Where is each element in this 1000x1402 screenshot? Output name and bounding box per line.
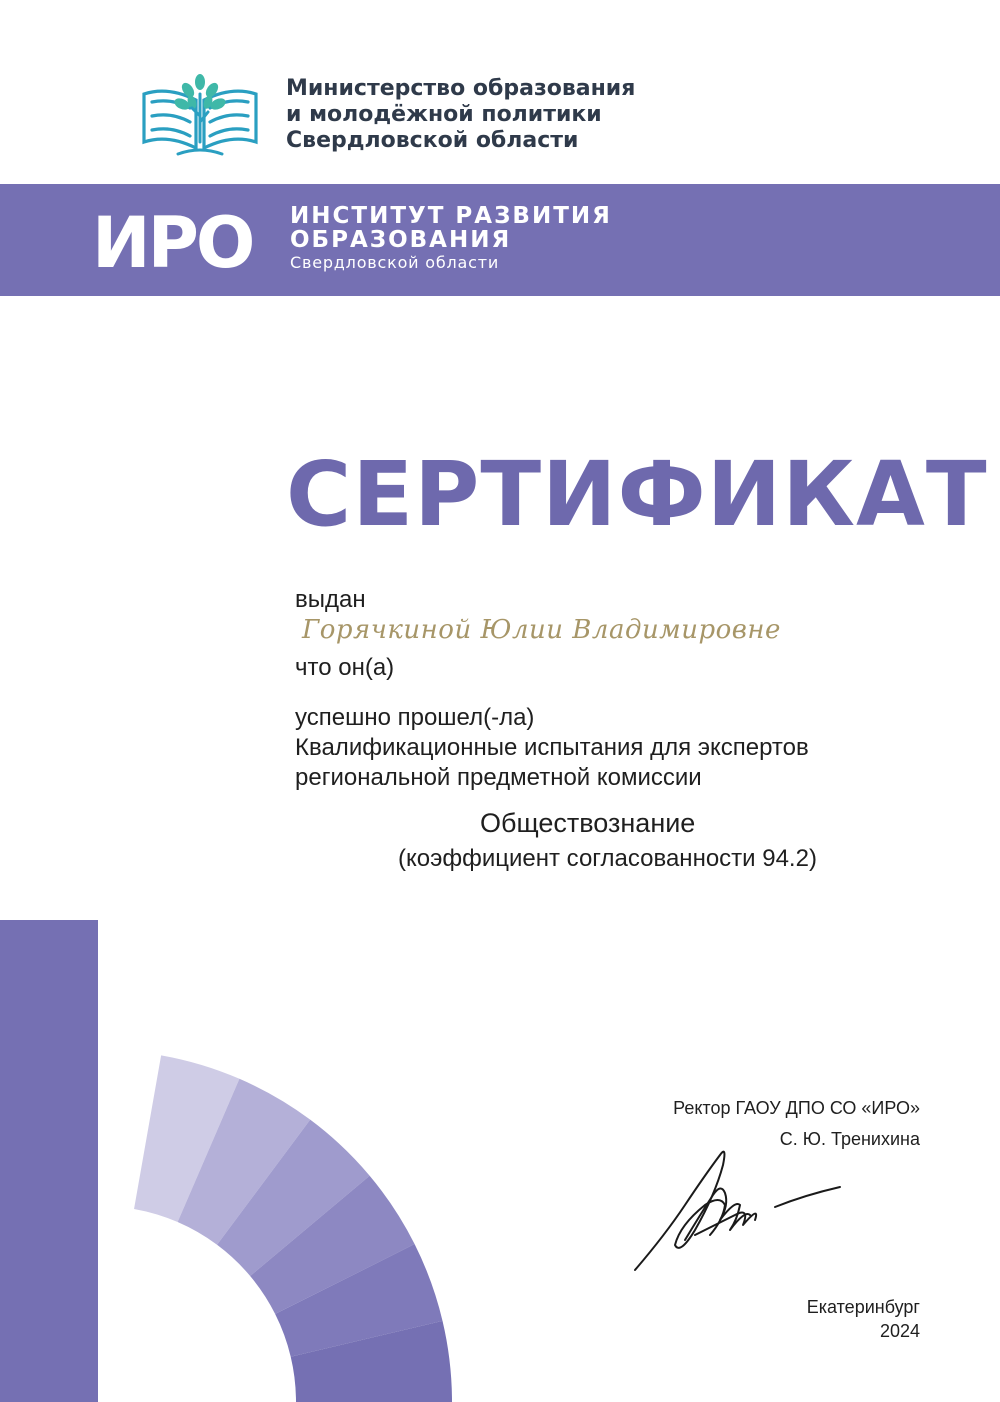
year: 2024 [879,1321,920,1341]
city: Екатеринбург [806,1297,920,1317]
result-line: Квалификационные испытания для экспертов [295,734,809,761]
subject-name: Обществознание [480,808,696,838]
ministry-name-line: Министерство образования [286,76,636,101]
result-text [295,703,809,793]
ministry-name [286,76,635,154]
ministry-name-line: Свердловской области [286,128,579,153]
decorative-ring-bar [0,920,98,1402]
institute-name-line: ИНСТИТУТ РАЗВИТИЯ [290,203,612,229]
iro-logo [92,205,272,275]
institute-name-line: ОБРАЗОВАНИЯ [290,227,512,253]
iro-logo-text: ИРО [92,205,253,275]
institute-name [290,204,612,274]
ministry-name-line: и молодёжной политики [286,102,602,127]
result-line: успешно прошел(-ла) [295,704,535,731]
decorative-ring [0,900,460,1402]
issued-label: выдан [295,586,366,613]
result-line: региональной предметной комиссии [295,764,702,791]
certificate-title: СЕРТИФИКАТ [286,442,988,546]
that-label: что он(а) [295,654,395,681]
signatory-name: С. Ю. Тренихина [779,1129,920,1149]
signature-image [625,1135,855,1280]
coefficient-text: (коэффициент согласованности 94.2) [398,845,817,872]
signatory-position: Ректор ГАОУ ДПО СО «ИРО» [673,1098,920,1118]
ministry-book-tree-logo [138,70,262,160]
recipient-name: Горячкиной Юлии Владимировне [302,615,781,645]
institute-region: Свердловской области [290,253,500,272]
place-and-year [807,1295,920,1343]
